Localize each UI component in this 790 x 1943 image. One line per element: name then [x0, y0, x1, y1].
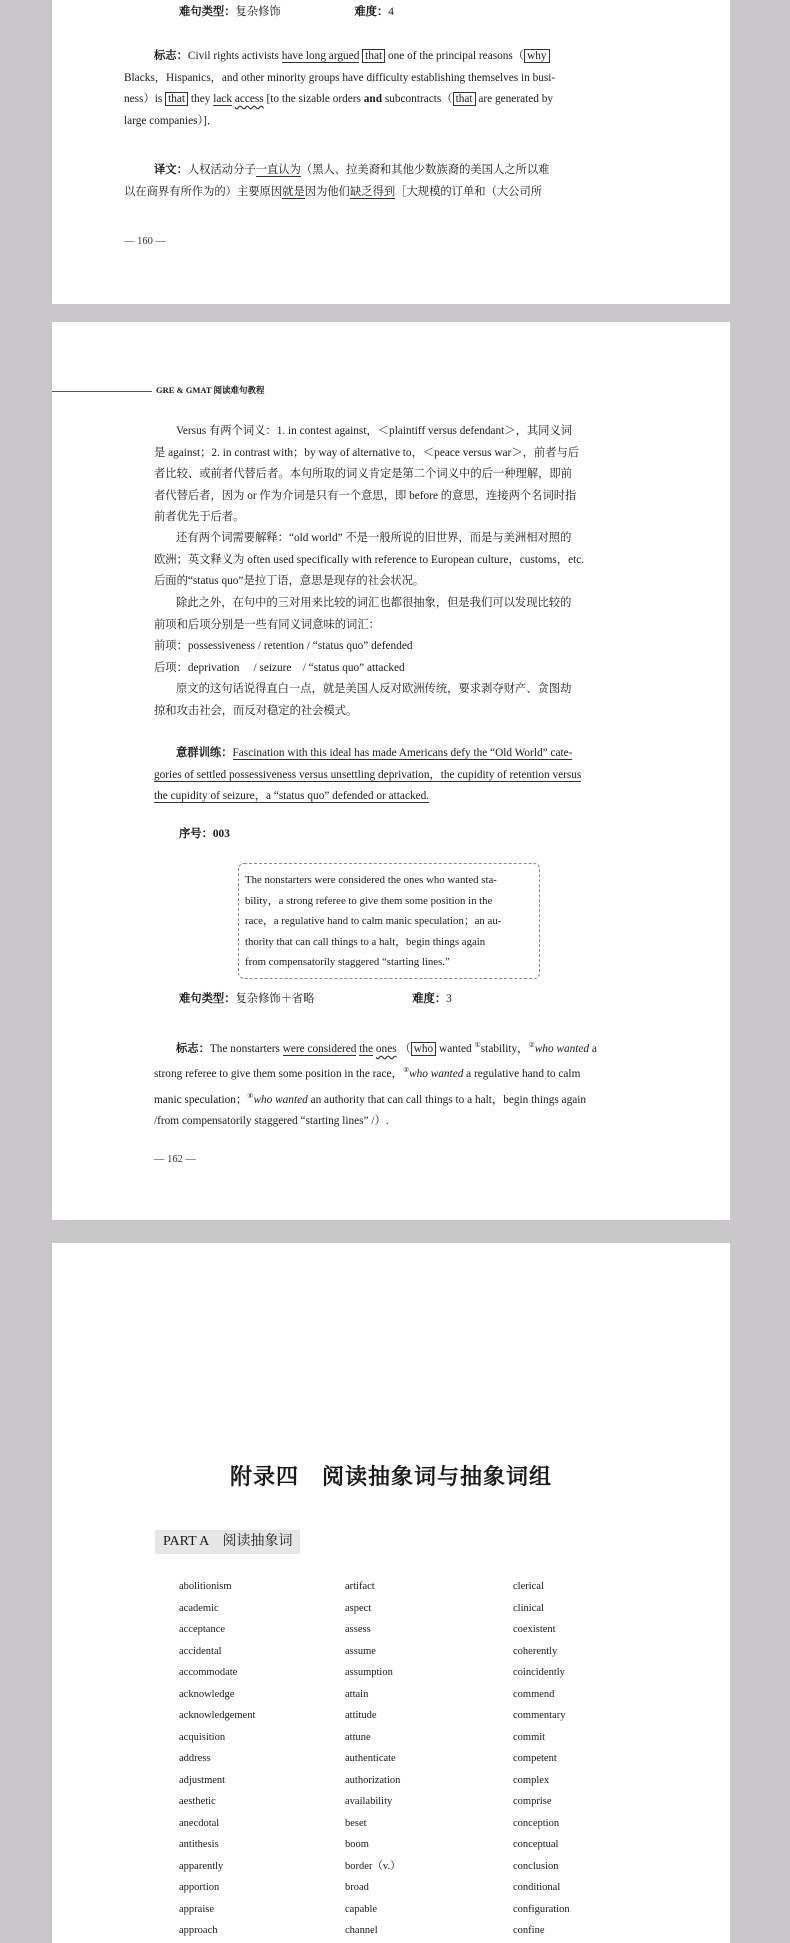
vocab-word: broad	[345, 1882, 369, 1893]
marker-text: they	[190, 93, 211, 105]
front-item-line: 前项：possessiveness / retention / “status quo” defended	[154, 640, 413, 652]
text-line: 掠和攻击社会，而反对稳定的社会模式。	[154, 704, 358, 717]
vocab-word: acquisition	[179, 1731, 226, 1743]
marker-box: who	[411, 1042, 436, 1056]
marker-underline: have long argued	[281, 50, 360, 62]
running-header: GRE & GMAT 阅读难句教程	[156, 385, 265, 395]
marker-text: ness）is	[124, 93, 163, 105]
difficulty-type-label: 难句类型：	[179, 993, 236, 1005]
difficulty-value: 4	[388, 6, 394, 18]
marker-underline: the	[359, 1042, 374, 1055]
serial-number: 序号：003	[179, 828, 230, 840]
text-line: 是 against；2. in contrast with；by way of alternative to，＜peace versus war＞，前者与后	[154, 446, 580, 459]
translation-paragraph	[124, 160, 682, 203]
vocab-word: complex	[513, 1774, 550, 1786]
vocab-column-3	[513, 1576, 570, 1942]
versus-paragraph	[154, 421, 682, 529]
marker-wavy: access	[234, 93, 264, 105]
vocab-word: beset	[345, 1817, 367, 1829]
vocab-word: anecdotal	[179, 1817, 220, 1829]
marker-box: that	[453, 92, 476, 106]
circle-number: ①	[474, 1041, 481, 1049]
marker-text: [to the sizable orders	[266, 93, 361, 105]
translation-underline: 缺乏得到	[349, 185, 396, 198]
marker-text: a regulative hand to calm	[463, 1068, 581, 1081]
appendix-title: 附录四 阅读抽象词与抽象词组	[229, 1464, 552, 1489]
page-number: — 162 —	[154, 1154, 196, 1165]
marker-text: a	[589, 1042, 597, 1055]
chunk-text: gories of settled possessiveness versus unsettling deprivation，the cupidity of retention versus	[154, 768, 582, 781]
text-line: 原文的这句话说得直白一点，就是美国人反对欧洲传统，要求剥夺财产、贪图劫	[176, 683, 572, 695]
marker-text: one of the principal reasons（	[387, 50, 525, 62]
vocab-word: confine	[513, 1925, 545, 1936]
difficulty-type-row	[179, 2, 394, 24]
marker-underline: lack	[213, 93, 233, 105]
chunk-text: Fascination with this ideal has made Americans defy the “Old World” cate-	[232, 747, 573, 759]
marker-text: （	[399, 1042, 411, 1055]
marker-label: 标志：	[154, 50, 188, 62]
comparison-paragraph	[154, 593, 682, 722]
marker-underline: were considered	[282, 1042, 357, 1055]
vocab-word: conditional	[513, 1882, 561, 1893]
box-line: from compensatorily staggered “starting lines.”	[245, 956, 450, 968]
sentence-box	[238, 863, 540, 979]
vocab-word: apparently	[179, 1860, 224, 1872]
marker-text: strong referee to give them some position in the race，	[154, 1068, 403, 1081]
difficulty-label: 难度：	[412, 993, 447, 1005]
marker-text: large companies）]．	[124, 114, 219, 127]
vocab-word: appraise	[179, 1903, 214, 1915]
vocab-word: assume	[345, 1645, 376, 1657]
vocab-word: conception	[513, 1817, 560, 1829]
marker-text: are generated by	[478, 93, 554, 105]
vocab-column-2	[345, 1576, 401, 1942]
vocab-word: clerical	[513, 1581, 544, 1592]
translation-text: （黑人、拉美裔和其他少数族裔的美国人之所以难	[300, 164, 550, 176]
text-line: Versus 有两个词义：1. in contest against，＜plaintiff versus defendant＞，其同义词	[176, 425, 573, 437]
vocab-word: comprise	[513, 1796, 552, 1807]
page-160	[52, 0, 730, 304]
vocab-word: acknowledge	[179, 1688, 235, 1700]
vocab-word: configuration	[513, 1903, 570, 1915]
marker-italic: who wanted	[253, 1093, 308, 1106]
marker-box: that	[362, 49, 385, 63]
box-line: bility，a strong referee to give them some position in the	[245, 894, 493, 907]
vocab-word: accidental	[179, 1645, 222, 1657]
vocab-word: adjustment	[179, 1774, 226, 1786]
marker-paragraph	[154, 1035, 682, 1132]
vocab-word: apportion	[179, 1882, 220, 1893]
text-line: 欧洲；英文释义为 often used specifically with reference to European culture，customs，etc.	[154, 553, 585, 566]
appendix-page	[52, 1243, 730, 1943]
vocab-word: aesthetic	[179, 1796, 216, 1807]
vocab-word: academic	[179, 1602, 219, 1614]
difficulty-type-value: 复杂修饰	[235, 6, 281, 18]
vocab-word: accommodate	[179, 1667, 238, 1678]
marker-box: that	[165, 92, 188, 106]
text-line: 还有两个词需要解释：“old world” 不是一般所说的旧世界，而是与美洲相对照的	[176, 532, 572, 544]
vocab-word: boom	[345, 1839, 369, 1850]
text-line: 除此之外，在句中的三对用来比较的词汇也都很抽象，但是我们可以发现比较的	[176, 597, 572, 609]
page-number: — 160 —	[124, 236, 166, 247]
marker-text: and	[363, 93, 382, 105]
text-line: 者代替后者，因为 or 作为介词是只有一个意思，即 before 的意思，连接两个名词时指	[154, 489, 577, 502]
difficulty-type-row	[179, 989, 452, 1011]
chunk-text: the cupidity of seizure，a “status quo” defended or attacked.	[154, 790, 430, 802]
part-a-label: PART A 阅读抽象词	[155, 1530, 300, 1554]
marker-text: /from compensatorily staggered “starting lines” /）.	[154, 1114, 389, 1127]
vocab-word: channel	[345, 1925, 378, 1936]
vocab-word: address	[179, 1753, 211, 1764]
vocab-word: acceptance	[179, 1624, 226, 1635]
vocab-word: approach	[179, 1925, 218, 1936]
text-line: 者比较、或前者代替后者。本句所取的词义肯定是第二个词义中的后一种理解，即前	[154, 468, 572, 480]
vocab-word: commentary	[513, 1710, 566, 1721]
translation-text: ［大规模的订单和（大公司所	[395, 185, 543, 198]
chunk-training-paragraph	[154, 743, 682, 808]
marker-box: why	[524, 49, 549, 63]
vocab-word: acknowledgement	[179, 1710, 256, 1721]
oldworld-paragraph	[154, 528, 682, 593]
marker-text: an authority that can call things to a halt，begin things again	[307, 1093, 587, 1106]
vocab-word: authorization	[345, 1774, 401, 1786]
vocab-word: commend	[513, 1688, 555, 1700]
vocab-word: clinical	[513, 1602, 544, 1614]
translation-label: 译文：	[154, 164, 188, 176]
vocab-word: authenticate	[345, 1753, 396, 1764]
vocab-word: attitude	[345, 1710, 377, 1721]
text-line: 前项和后项分别是一些有同义词意味的词汇：	[154, 618, 380, 631]
translation-underline: 一直认为	[255, 164, 301, 176]
marker-italic: who wanted	[534, 1042, 590, 1055]
box-line: race，a regulative hand to calm manic speculation；an au-	[245, 915, 502, 927]
vocab-word: commit	[513, 1731, 546, 1743]
vocab-word: competent	[513, 1753, 557, 1764]
marker-wavy: ones	[375, 1042, 397, 1055]
vocab-word: artifact	[345, 1581, 375, 1592]
difficulty-value: 3	[446, 993, 452, 1005]
vocab-word: conceptual	[513, 1839, 559, 1850]
marker-text: Blacks，Hispanics，and other minority groups have difficulty establishing themselves in busi-	[124, 71, 556, 84]
difficulty-type-value: 复杂修饰＋省略	[235, 993, 315, 1005]
difficulty-type-label: 难句类型：	[179, 6, 236, 18]
vocab-word: antithesis	[179, 1839, 219, 1850]
vocab-word: conclusion	[513, 1860, 559, 1872]
vocab-word: coincidently	[513, 1667, 565, 1678]
vocab-column-1	[179, 1576, 255, 1942]
text-line: 后面的“status quo”是拉丁语，意思是现存的社会状况。	[154, 575, 425, 587]
translation-underline: 就是	[282, 185, 305, 198]
marker-italic: who wanted	[409, 1068, 464, 1081]
translation-text: 人权活动分子	[187, 164, 256, 176]
marker-text: The nonstarters	[209, 1042, 280, 1055]
circle-number: ②	[528, 1041, 535, 1049]
marker-paragraph	[124, 46, 682, 132]
vocab-word: attain	[345, 1688, 369, 1700]
marker-text: manic speculation；	[154, 1093, 248, 1106]
text-line: 前者优先于后者。	[154, 511, 245, 523]
translation-text: 以在商界有所作为的）主要原因	[124, 185, 283, 198]
vocab-word: attune	[345, 1731, 371, 1743]
vocab-word: assumption	[345, 1667, 393, 1678]
marker-text: Civil rights activists	[187, 50, 279, 62]
translation-text: 因为他们	[304, 185, 350, 198]
vocab-word: capable	[345, 1903, 378, 1915]
back-item-line: 后项：deprivation / seizure / “status quo” attacked	[154, 661, 405, 674]
box-line: thority that can call things to a halt，begin things again	[245, 935, 486, 948]
vocab-word: aspect	[345, 1602, 372, 1614]
vocab-word: border（v.）	[345, 1860, 401, 1872]
page-162	[52, 322, 730, 1220]
circle-number: ③	[402, 1066, 410, 1075]
circle-number: ④	[247, 1091, 254, 1100]
header-rule	[52, 391, 152, 392]
chunk-label: 意群训练：	[176, 747, 233, 759]
box-line: The nonstarters were considered the ones who wanted sta-	[245, 874, 497, 886]
marker-label: 标志：	[176, 1042, 210, 1055]
vocab-word: coherently	[513, 1645, 558, 1657]
marker-text: stability，	[480, 1042, 529, 1055]
vocab-word: assess	[345, 1624, 371, 1635]
marker-text: subcontracts（	[384, 93, 453, 105]
vocab-word: availability	[345, 1796, 393, 1807]
vocab-word: abolitionism	[179, 1581, 232, 1592]
vocab-word: coexistent	[513, 1624, 556, 1635]
difficulty-label: 难度：	[354, 6, 389, 18]
marker-text: wanted	[439, 1042, 475, 1055]
